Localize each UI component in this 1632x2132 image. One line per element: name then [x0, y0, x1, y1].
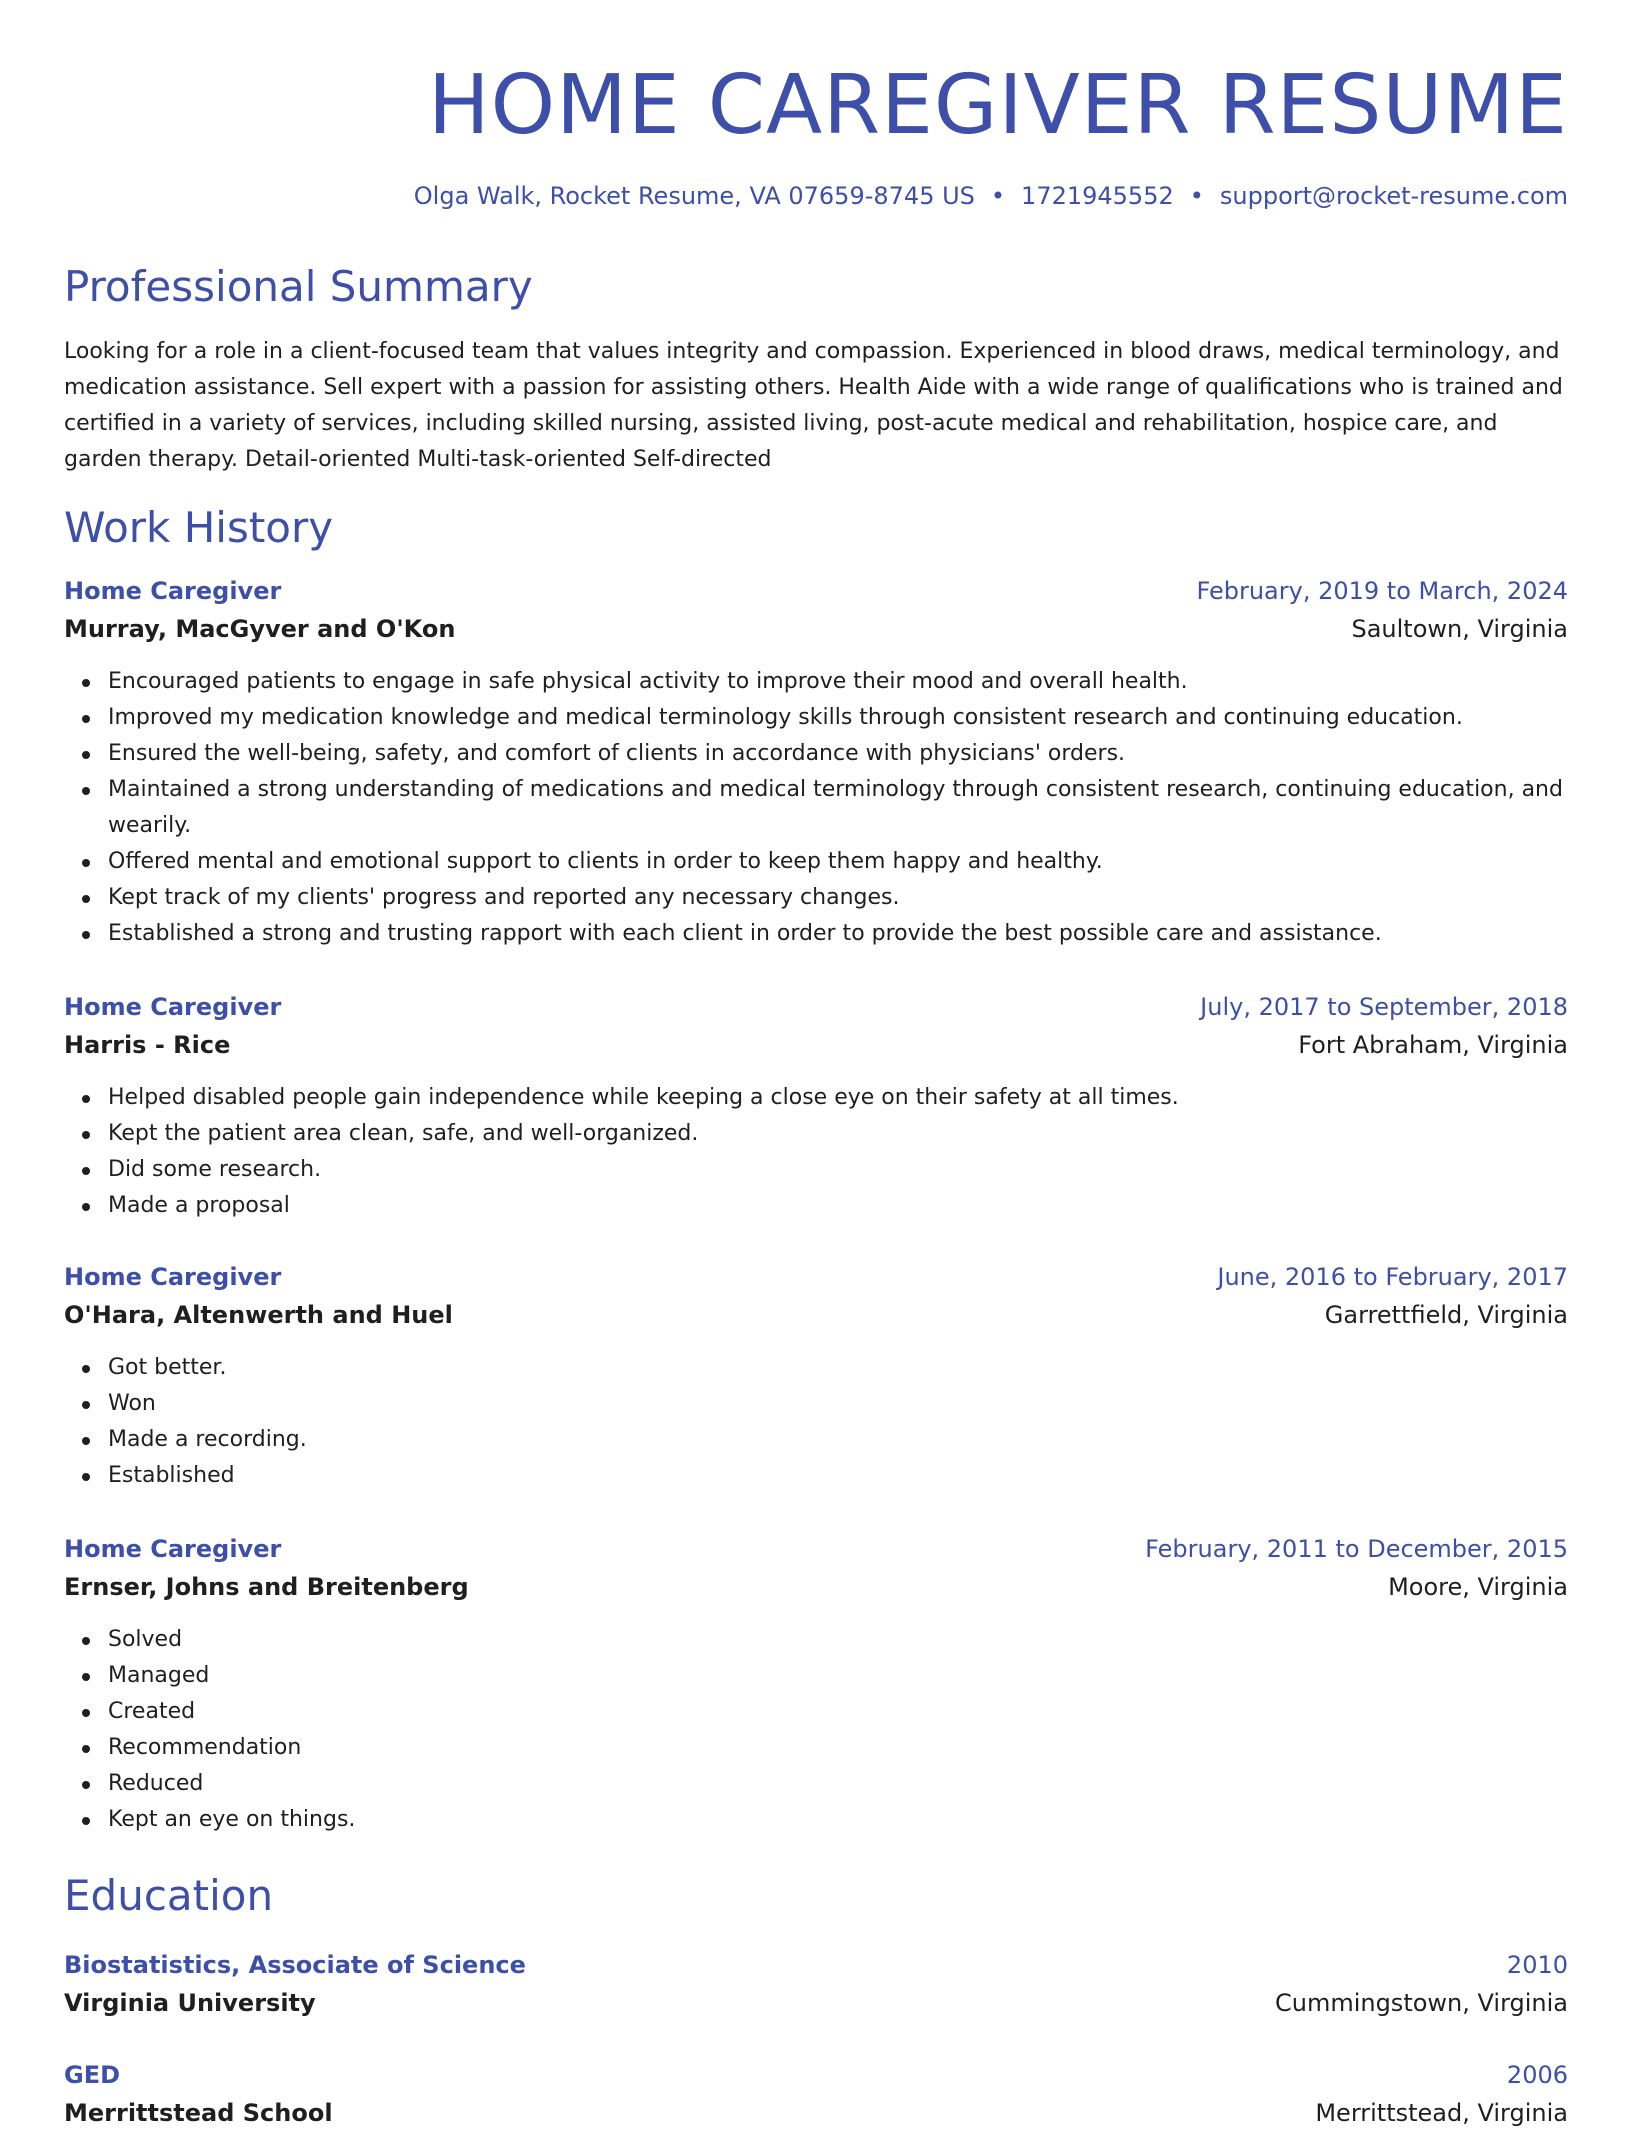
job-duty: Offered mental and emotional support to clients in order to keep them happy and healthy. — [108, 844, 1568, 880]
job-entry — [64, 1258, 1568, 1494]
job-duty: Kept an eye on things. — [108, 1802, 1568, 1838]
job-duty: Made a recording. — [108, 1422, 1568, 1458]
job-duty: Did some research. — [108, 1152, 1568, 1188]
job-duty: Kept track of my clients' progress and reported any necessary changes. — [108, 880, 1568, 916]
contact-address: Olga Walk, Rocket Resume, VA 07659-8745 US — [413, 182, 975, 210]
work-history-heading: Work History — [64, 503, 334, 552]
job-duty: Encouraged patients to engage in safe physical activity to improve their mood and overall health. — [108, 664, 1568, 700]
job-duty: Managed — [108, 1658, 1568, 1694]
job-title: Home Caregiver — [64, 993, 282, 1021]
job-company: Murray, MacGyver and O'Kon — [64, 615, 456, 643]
job-duty: Established — [108, 1458, 1568, 1494]
education-school: Virginia University — [64, 1989, 316, 2017]
job-title: Home Caregiver — [64, 1535, 282, 1563]
job-dates: February, 2019 to March, 2024 — [1196, 577, 1568, 605]
contact-email: support@rocket-resume.com — [1219, 182, 1568, 210]
job-duty: Kept the patient area clean, safe, and well-organized. — [108, 1116, 1568, 1152]
job-duty: Improved my medication knowledge and medical terminology skills through consistent research and continuing education. — [108, 700, 1568, 736]
job-entry — [64, 1530, 1568, 1838]
job-duty: Created — [108, 1694, 1568, 1730]
job-location: Fort Abraham, Virginia — [1298, 1031, 1568, 1059]
job-duty: Got better. — [108, 1350, 1568, 1386]
job-company: Ernser, Johns and Breitenberg — [64, 1573, 469, 1601]
job-duty: Recommendation — [108, 1730, 1568, 1766]
job-title: Home Caregiver — [64, 1263, 282, 1291]
contact-separator: • — [1189, 182, 1204, 210]
resume-title: HOME CAREGIVER RESUME — [427, 58, 1568, 153]
education-entry — [64, 2056, 1568, 2132]
contact-line — [414, 182, 1568, 210]
job-entry — [64, 988, 1568, 1224]
job-duty: Helped disabled people gain independence while keeping a close eye on their safety at all times. — [108, 1080, 1568, 1116]
job-title: Home Caregiver — [64, 577, 282, 605]
education-heading: Education — [64, 1871, 274, 1920]
summary-heading: Professional Summary — [64, 262, 533, 311]
job-location: Moore, Virginia — [1388, 1573, 1568, 1601]
job-duty: Established a strong and trusting rapport with each client in order to provide the best possible care and assistance. — [108, 916, 1568, 952]
job-duty: Made a proposal — [108, 1188, 1568, 1224]
job-company: Harris - Rice — [64, 1031, 231, 1059]
education-year: 2010 — [1506, 1951, 1568, 1979]
job-duty: Solved — [108, 1622, 1568, 1658]
contact-separator: • — [990, 182, 1006, 210]
education-location: Merrittstead, Virginia — [1315, 2099, 1568, 2127]
job-entry — [64, 572, 1568, 952]
education-entry — [64, 1946, 1568, 2022]
job-duties-list — [64, 1622, 1568, 1838]
job-duties-list — [64, 1080, 1568, 1224]
contact-phone: 1721945552 — [1021, 182, 1174, 210]
job-duty: Maintained a strong understanding of medications and medical terminology through consistent research, continuing education, and wearily. — [108, 772, 1568, 844]
job-duties-list — [64, 1350, 1568, 1494]
education-location: Cummingstown, Virginia — [1274, 1989, 1568, 2017]
job-duties-list — [64, 664, 1568, 952]
education-year: 2006 — [1506, 2061, 1568, 2089]
resume-page — [64, 0, 1568, 2127]
job-duty: Reduced — [108, 1766, 1568, 1802]
education-degree: Biostatistics, Associate of Science — [64, 1951, 526, 1979]
job-duty: Ensured the well-being, safety, and comfort of clients in accordance with physicians' orders. — [108, 736, 1568, 772]
job-company: O'Hara, Altenwerth and Huel — [64, 1301, 453, 1329]
education-school: Merrittstead School — [64, 2099, 333, 2127]
job-dates: July, 2017 to September, 2018 — [1200, 993, 1568, 1021]
education-degree: GED — [64, 2061, 121, 2089]
job-duty: Won — [108, 1386, 1568, 1422]
job-dates: June, 2016 to February, 2017 — [1217, 1263, 1568, 1291]
summary-text: Looking for a role in a client-focused team that values integrity and compassion. Experienced in blood draws, medical terminology, and medication assistance. Sell expert with a passion for assisting others. Health Aide with a wide range of qualifications who is trained and certified in a variety of services, including skilled nursing, assisted living, post-acute medical and rehabilitation, hospice care, and garden therapy. Detail-oriented Multi-task-oriented Self-directed — [64, 339, 1563, 472]
job-location: Saultown, Virginia — [1351, 615, 1568, 643]
job-dates: February, 2011 to December, 2015 — [1145, 1535, 1568, 1563]
job-location: Garrettfield, Virginia — [1324, 1301, 1568, 1329]
